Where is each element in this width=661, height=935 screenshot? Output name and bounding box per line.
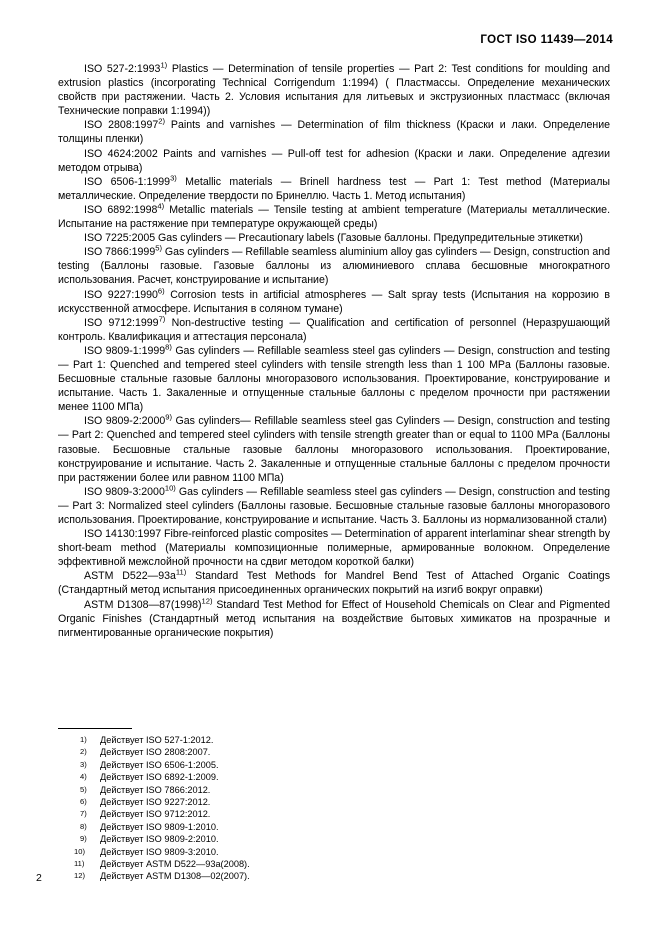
paragraph-text: ISO 9227:1990 [84,288,158,301]
paragraph-text: Non-destructive testing — Qualification and certification of personnel (Неразрушающий контроль. Квалификация и аттестация персонала) [58,316,611,343]
paragraph-text: ISO 9712:1999 [84,316,159,329]
footnote-text: Действует ISO 9809-2:2010. [100,834,219,845]
footnote-number: 5) [80,784,87,794]
footnote-marker: 7) [158,314,166,324]
paragraph-text: ISO 7225:2005 Gas cylinders — Precautionary labels (Газовые баллоны. Предупредительные этикетки) [84,232,583,245]
footnote-marker: 6) [157,285,165,295]
paragraph-text: Standard Test Method for Effect of Household Chemicals on Clear and Pigmented Organic Finishes (Стандартный метод испытания на воздействие бытовых химикатов на прозрачные и пигментированные органические покрытия) [58,598,610,639]
paragraph-text: Metallic materials — Brinell hardness test — Part 1: Test method (Материалы металлические. Определение твердости по Бринеллю. Часть 1. Метод испытания) [58,175,610,202]
paragraph-text: ISO 527-2:1993 [84,63,161,75]
footnote-number: 12) [74,871,85,881]
paragraph-text: ISO 2808:1997 [84,119,159,132]
footnote-number: 4) [80,772,87,782]
paragraph-text: Gas cylinders — Refillable seamless aluminium alloy gas cylinders — Design, construction and testing (Баллоны газовые. Газовые баллоны из алюминиевого сплава бесшовные многократного использования. Расчет, конструирование и испытание) [58,246,611,287]
page-header: ГОСТ ISO 11439—2014 [480,34,613,46]
footnote-item [58,746,458,758]
paragraph-text: ASTM D522—93a [84,570,176,583]
footnote-number: 10) [74,846,85,856]
paragraph-text: ISO 4624:2002 Paints and varnishes — Pull-off test for adhesion (Краски и лаки. Определение адгезии методом отрыва) [58,147,610,174]
footnote-number: 2) [80,747,87,757]
footnote-item [58,821,458,833]
footnote-item [58,784,458,796]
footnote-text: Действует ASTM D1308—02(2007). [100,871,250,882]
standard-reference-paragraph [58,316,610,344]
standard-reference-paragraph [58,598,610,640]
paragraph-text: Standard Test Methods for Mandrel Bend Test of Attached Organic Coatings (Стандартный метод испытания присоединенных органических покрытий на изгиб вокруг оправки) [58,570,610,597]
footnote-item [58,796,458,808]
paragraph-text: Metallic materials — Tensile testing at ambient temperature (Материалы металлические. Испытание на растяжение при температуре окружающей среды) [58,203,611,231]
footnote-marker: 10) [164,483,176,493]
footnote-number: 9) [80,834,87,844]
footnote-marker: 8) [165,342,172,352]
footnote-item [58,870,458,882]
footnote-marker: 2) [158,116,165,126]
standard-reference-paragraph [58,485,610,527]
footnote-text: Действует ISO 9712:2012. [100,809,211,820]
footnote-area [58,728,458,883]
page-number: 2 [36,872,42,884]
footnote-marker: 3) [170,173,177,183]
paragraph-text: ISO 9809-2:2000 [84,415,166,428]
footnote-number: 7) [80,809,87,819]
paragraph-text: Paints and varnishes — Determination of film thickness (Краски и лаки. Определение толщины пленки) [58,119,611,146]
standard-reference-paragraph [58,118,610,146]
standard-reference-paragraph [58,285,610,316]
footnote-item [58,833,458,845]
footnote-marker: 9) [165,412,172,422]
document-body [58,62,610,640]
paragraph-text: ISO 6506-1:1999 [84,175,171,188]
paragraph-text: Gas cylinders — Refillable seamless steel gas cylinders — Design, construction and testing — Part 3: Normalized steel cylinders (Баллоны газовые. Бесшовные стальные газовые баллоны многоразового использования. Проектирование, конструирование и испытание. Часть 3. Баллоны из нормализованной стали) [58,485,610,526]
footnote-text: Действует ISO 7866:2012. [100,784,211,795]
footnote-number: 11) [74,859,85,869]
standard-reference-paragraph [58,175,610,203]
paragraph-text: ISO 9809-3:2000 [84,485,165,498]
footnote-number: 8) [80,821,87,831]
footnote-item [58,734,458,746]
standard-reference-paragraph [58,245,610,287]
footnote-marker: 11) [175,567,187,577]
footnote-number: 6) [80,797,87,807]
footnote-marker: 1) [160,60,168,70]
footnote-text: Действует ISO 9809-3:2010. [100,846,219,857]
footnote-text: Действует ISO 6506-1:2005. [100,759,219,770]
standard-reference-paragraph [58,203,610,231]
paragraph-text: ISO 6892:1998 [84,203,158,216]
footnote-item [58,858,458,870]
footnote-number: 3) [80,759,87,769]
footnote-number: 1) [80,735,87,744]
footnote-text: Действует ISO 527-1:2012. [100,735,214,745]
footnote-text: Действует ISO 9227:2012. [100,797,211,808]
footnote-marker: 12) [201,596,213,606]
footnote-text: Действует ASTM D522—93a(2008). [100,859,250,870]
paragraph-text: Gas cylinders — Refillable seamless steel gas cylinders — Design, construction and testing — Part 1: Quenched and tempered steel cylinders with tensile strength less than 1 100 MPa (Баллоны газовые. Бесшовные стальные газовые баллоны многоразового использования. Проектирование, конструирование и испытание. Часть 1. Закаленные и отпущенные стальные баллоны с пределом прочности при растяжении менее 1100 МПа) [58,344,610,414]
footnote-text: Действует ISO 6892-1:2009. [100,772,219,783]
footnote-item [58,846,458,858]
paragraph-text: Plastics — Determination of tensile properties — Part 2: Test conditions for moulding and extrusion plastics (incorporating Technical Corrigendum 1:1994) ( Пластмассы. Определение механических свойств при растяжении. Часть 2. Условия испытания для литьевых и экструзионных пластмасс (включая Технические поправки 1:1994)) [58,63,610,118]
paragraph-text: Corrosion tests in artificial atmospheres — Salt spray tests (Испытания на коррозию в искусственной атмосфере. Испытания в соляном тумане) [58,288,610,315]
footnote-item [58,771,458,783]
footnote-separator [58,728,132,729]
paragraph-text: ISO 7866:1999 [84,246,156,259]
standard-reference-paragraph [58,231,610,245]
standard-reference-paragraph [58,414,610,484]
standard-reference-paragraph [58,62,610,118]
footnote-list [58,734,458,883]
paragraph-text: ISO 14130:1997 Fibre-reinforced plastic composites — Determination of apparent interlaminar shear strength by short-beam method (Материалы композиционные полимерные, армированные волокном. Определение эффективной межслойной прочности на сдвиг методом короткой балки) [58,528,610,569]
paragraph-text: ISO 9809-1:1999 [84,344,166,357]
standard-reference-paragraph [58,147,610,175]
footnote-item [58,759,458,771]
footnote-marker: 5) [155,243,162,253]
paragraph-text: Gas cylinders— Refillable seamless steel gas Cylinders — Design, construction and testing — Part 2: Quenched and tempered steel cylinders with tensile strength greater than or equal to 1100 MPa (Баллоны газовые. Бесшовные стальные газовые баллоны многоразового использования. Проектирование, конструирование и испытание. Часть 2. Закаленные и отпущенные стальные баллоны с пределом прочности при растяжении более или равном 1100 МПа) [58,415,610,484]
footnote-item [58,808,458,820]
footnote-text: Действует ISO 9809-1:2010. [100,821,219,832]
paragraph-text: ASTM D1308—87(1998) [84,598,202,611]
standard-reference-paragraph [58,344,610,414]
footnote-marker: 4) [157,201,165,211]
standard-reference-paragraph [58,527,610,569]
standard-reference-paragraph [58,569,610,597]
footnote-text: Действует ISO 2808:2007. [100,747,211,758]
